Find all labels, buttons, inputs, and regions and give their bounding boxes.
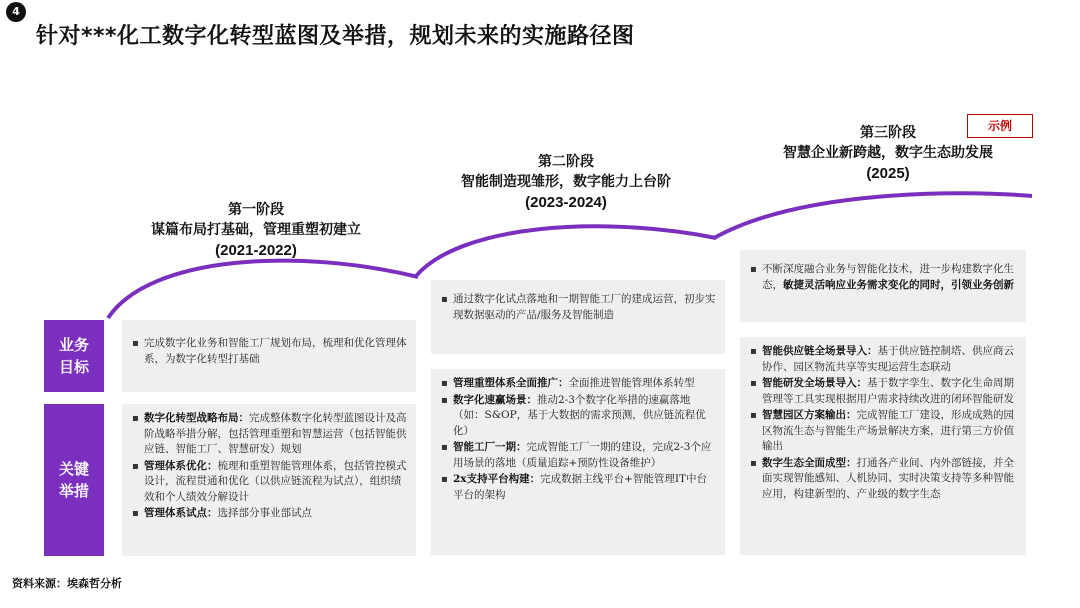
action-text: 基于供应链控制塔、供应商云协作、园区物流共享等实现运营生态联动 [762,345,1014,373]
action-item [750,456,1018,503]
row-label-goals-text: 业务 目标 [58,336,89,376]
goal-text: 不断深度融合业务与智能化技术，进一步构建数字化生态， [762,263,1014,291]
goal-item: ▪ 通过数字化试点落地和一期智能工厂的建成运营，初步实现数据驱动的产品/服务及智能制造 [441,292,717,323]
stage-description: 谋篇布局打基础，管理重塑初建立 [151,222,361,238]
action-item [750,376,1018,407]
example-tag: 示例 [967,114,1033,138]
action-text: 完成智能工厂建设，形成成熟的园区物流生态与智能生产场景解决方案，进行第三方价值输出 [762,409,1014,452]
action-text: 梳理和重塑智能管理体系，包括管控模式设计，流程贯通和优化（以供应链流程为试点），组织绩效和个人绩效分解设计 [144,459,407,503]
action-text: 打通各产业间、内外部链接，并全面实现智能感知、人机协同、实时决策支持等多种智能应用，构建新型的、产业级的数字生态 [762,456,1014,500]
row-label-goals [44,320,104,392]
action-head: 智能工厂一期： [453,441,527,453]
stage1-arc [108,261,418,318]
actions-box-stage-3 [740,337,1026,555]
source-note: 资料来源：埃森哲分析 [12,577,122,590]
goal-box-stage-3 [740,250,1026,322]
stage-years: (2025) [866,165,910,182]
stage-name: 第一阶段 [228,202,284,218]
goal-box-stage-1 [122,320,416,392]
action-head: 数字化速赢场景： [453,393,537,406]
action-head: 管理重塑体系全面推广： [453,377,569,389]
action-item [750,344,1018,375]
action-text: 完成数据主线平台+智能管理IT中台平台的架构 [453,473,708,501]
action-head: 智能供应链全场景导入： [762,345,878,357]
stage-2 [430,152,702,214]
stage3-arc [714,193,1032,238]
action-item [441,440,717,471]
stage-years: (2021-2022) [215,242,297,259]
stage-years: (2023-2024) [525,194,607,211]
action-head: 数字化转型战略布局： [144,412,249,424]
row-label-actions-text: 关键 举措 [58,460,89,500]
actions-box-stage-1 [122,404,416,556]
action-text: 基于数字孪生、数字化生命周期管理等工具实现根据用户需求持续改进的闭环智能研发 [762,377,1014,405]
page-title: 针对***化工数字化转型蓝图及举措，规划未来的实施路径图 [36,24,635,49]
action-item [750,408,1018,455]
action-head: 管理体系试点： [144,507,218,519]
goal-highlight: 敏捷灵活响应业务需求变化的同时，引领业务创新 [783,278,1014,291]
action-text: 选择部分事业部试点 [217,507,312,519]
action-text: 完成整体数字化转型蓝图设计及高阶战略举措分解，包括管理重塑和智慧运营（包括智能供应链、智能工厂、智慧研发）规划 [144,412,407,455]
action-head: 2x支持平台构建： [453,473,541,485]
action-item [441,376,717,392]
action-head: 智慧园区方案输出： [762,409,857,421]
goal-box-stage-2 [431,280,725,354]
action-head: 智能研发全场景导入： [762,377,867,389]
stage-name: 第三阶段 [860,125,916,141]
stage-1 [120,200,392,262]
action-head: 管理体系优化： [144,459,218,472]
action-item [441,393,717,440]
stage-3 [748,123,1028,185]
action-item [132,411,408,458]
row-label-actions [44,404,104,556]
stage2-arc [416,226,716,276]
action-head: 数字生态全面成型： [762,456,857,469]
stage-description: 智能制造现雏形，数字能力上台阶 [461,174,671,190]
goal-item [750,262,1018,293]
action-item [441,472,717,503]
stage-description: 智慧企业新跨越，数字生态助发展 [783,145,993,161]
action-item [132,506,408,522]
actions-box-stage-2 [431,369,725,555]
action-item [132,459,408,506]
stage-name: 第二阶段 [538,154,594,170]
goal-item: ▪ 完成数字化业务和智能工厂规划布局，梳理和优化管理体系，为数字化转型打基础 [132,336,408,367]
action-text: 完成智能工厂一期的建设，完成2-3个应用场景的落地（质量追踪+预防性设备维护） [453,441,712,469]
page-number-badge: 4 [6,2,26,22]
action-text: 全面推进智能管理体系转型 [568,377,695,389]
action-text: 推动2-3个数字化举措的速赢落地（如：S&OP，基于大数据的需求预测，供应链流程优化） [453,393,706,437]
